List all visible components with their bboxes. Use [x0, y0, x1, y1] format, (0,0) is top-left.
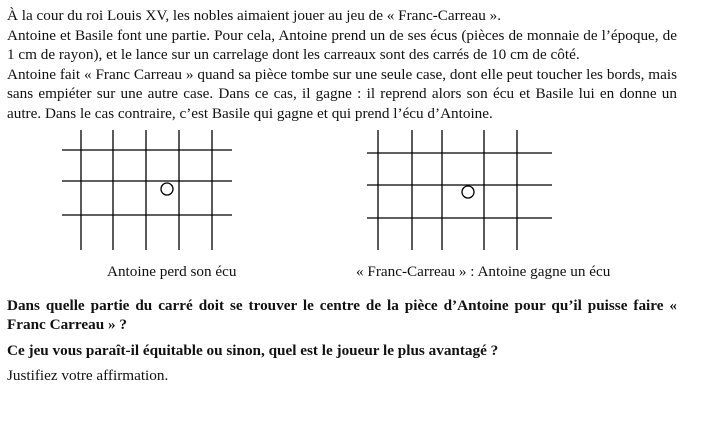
figures-row — [7, 124, 677, 296]
justify-instruction: Justifiez votre affirmation. — [7, 367, 169, 385]
question-fairness: Ce jeu vous paraît-il équitable ou sinon, quel est le joueur le plus avantagé ? — [7, 341, 499, 359]
winning-grid-figure — [367, 130, 557, 260]
coin-in-square — [462, 186, 474, 198]
question-center: Dans quelle partie du carré doit se trouver le centre de la pièce d’Antoine pour qu’il puisse faire « Franc Carreau » ? — [7, 296, 677, 334]
left-caption: Antoine perd son écu — [107, 262, 237, 280]
intro-paragraph: À la cour du roi Louis XV, les nobles aimaient jouer au jeu de « Franc-Carreau ». — [7, 7, 502, 24]
setup-paragraph: Antoine et Basile font une partie. Pour cela, Antoine prend un de ses écus (pièces de monnaie de l’époque, de 1 cm de rayon), et le lance sur un carrelage dont les carreaux sont des carrés de 10 cm de côté. — [7, 26, 677, 64]
document-page — [7, 6, 677, 386]
rules-paragraph: Antoine fait « Franc Carreau » quand sa pièce tombe sur une seule case, dont elle peut toucher les bords, mais sans empiéter sur une autre case. Dans ce cas, il gagne : il reprend alors son écu et Basile lui en donne un autre. Dans le cas contraire, c’est Basile qui gagne et qui prend l’écu d’Antoine. — [7, 65, 677, 122]
right-caption: « Franc-Carreau » : Antoine gagne un écu — [356, 262, 611, 280]
losing-grid-figure — [62, 130, 242, 260]
coin-on-line — [161, 183, 173, 195]
